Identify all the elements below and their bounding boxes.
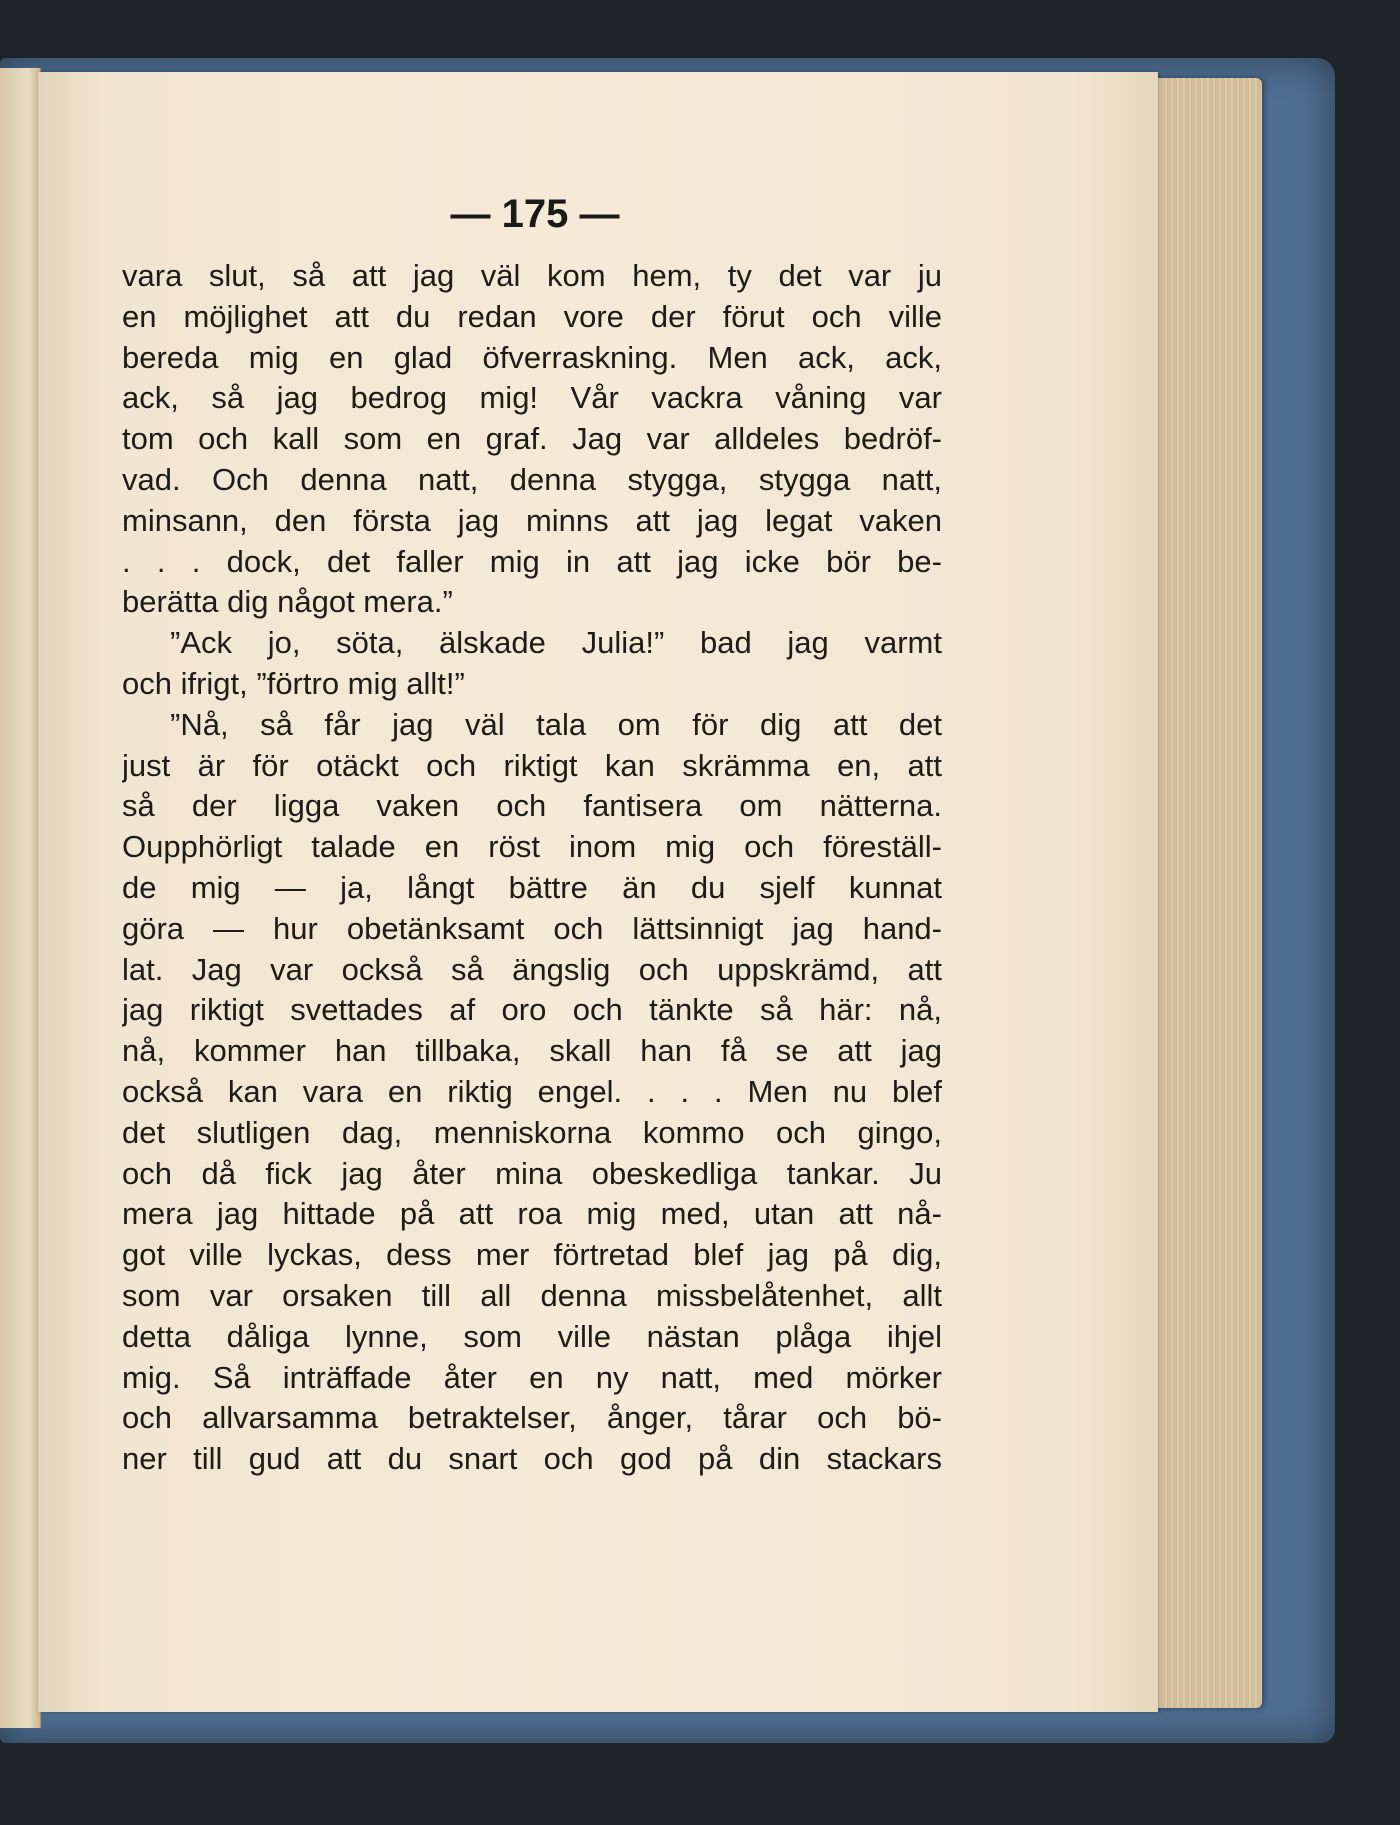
text-line: just är för otäckt och riktigt kan skrämma en, att bbox=[122, 747, 942, 783]
text-line: en möjlighet att du redan vore der förut och ville bbox=[122, 298, 942, 334]
page-body-text bbox=[122, 256, 942, 1480]
text-line: minsann, den första jag minns att jag legat vaken bbox=[122, 502, 942, 538]
text-line: mera jag hittade på att roa mig med, utan att nå- bbox=[122, 1196, 942, 1232]
text-line: berätta dig något mera.” bbox=[122, 584, 453, 620]
text-line: detta dåliga lynne, som ville nästan plåga ihjel bbox=[122, 1318, 942, 1354]
page-number: — 175 — bbox=[450, 192, 620, 236]
text-line: och allvarsamma betraktelser, ånger, tårar och bö- bbox=[122, 1400, 942, 1436]
text-line: mig. Så inträffade åter en ny natt, med mörker bbox=[122, 1359, 942, 1395]
text-line: också kan vara en riktig engel. . . . Men nu blef bbox=[122, 1073, 942, 1109]
text-line: ner till gud att du snart och god på din stackars bbox=[122, 1441, 942, 1477]
text-line: det slutligen dag, menniskorna kommo och gingo, bbox=[122, 1114, 942, 1150]
text-line: jag riktigt svettades af oro och tänkte så här: nå, bbox=[122, 992, 942, 1028]
text-line: och då fick jag åter mina obeskedliga tankar. Ju bbox=[122, 1155, 942, 1191]
text-line: vad. Och denna natt, denna stygga, stygga natt, bbox=[122, 461, 942, 497]
text-line: ”Nå, så får jag väl tala om för dig att det bbox=[170, 706, 942, 742]
text-line: ack, så jag bedrog mig! Vår vackra våning var bbox=[122, 380, 942, 416]
text-line: så der ligga vaken och fantisera om nätterna. bbox=[122, 788, 942, 824]
text-line: nå, kommer han tillbaka, skall han få se att jag bbox=[122, 1033, 942, 1069]
text-line: bereda mig en glad öfverraskning. Men ack, ack, bbox=[122, 339, 942, 375]
text-line: ”Ack jo, söta, älskade Julia!” bad jag varmt bbox=[170, 625, 942, 661]
text-line: göra — hur obetänksamt och lättsinnigt jag hand- bbox=[122, 910, 942, 946]
text-line: tom och kall som en graf. Jag var alldeles bedröf- bbox=[122, 421, 942, 457]
text-line: och ifrigt, ”förtro mig allt!” bbox=[122, 665, 465, 701]
text-line: lat. Jag var också så ängslig och uppskrämd, att bbox=[122, 951, 942, 987]
text-line: vara slut, så att jag väl kom hem, ty det var ju bbox=[122, 258, 942, 293]
text-line: . . . dock, det faller mig in att jag icke bör be- bbox=[122, 543, 942, 579]
previous-page-edge bbox=[0, 68, 41, 1728]
text-line: de mig — ja, långt bättre än du sjelf kunnat bbox=[122, 869, 942, 905]
text-line: got ville lyckas, dess mer förtretad blef jag på dig, bbox=[122, 1237, 942, 1273]
text-line: Oupphörligt talade en röst inom mig och föreställ- bbox=[122, 829, 942, 865]
text-line: som var orsaken till all denna missbelåtenhet, allt bbox=[122, 1277, 942, 1313]
page-block-edges bbox=[1150, 78, 1262, 1708]
